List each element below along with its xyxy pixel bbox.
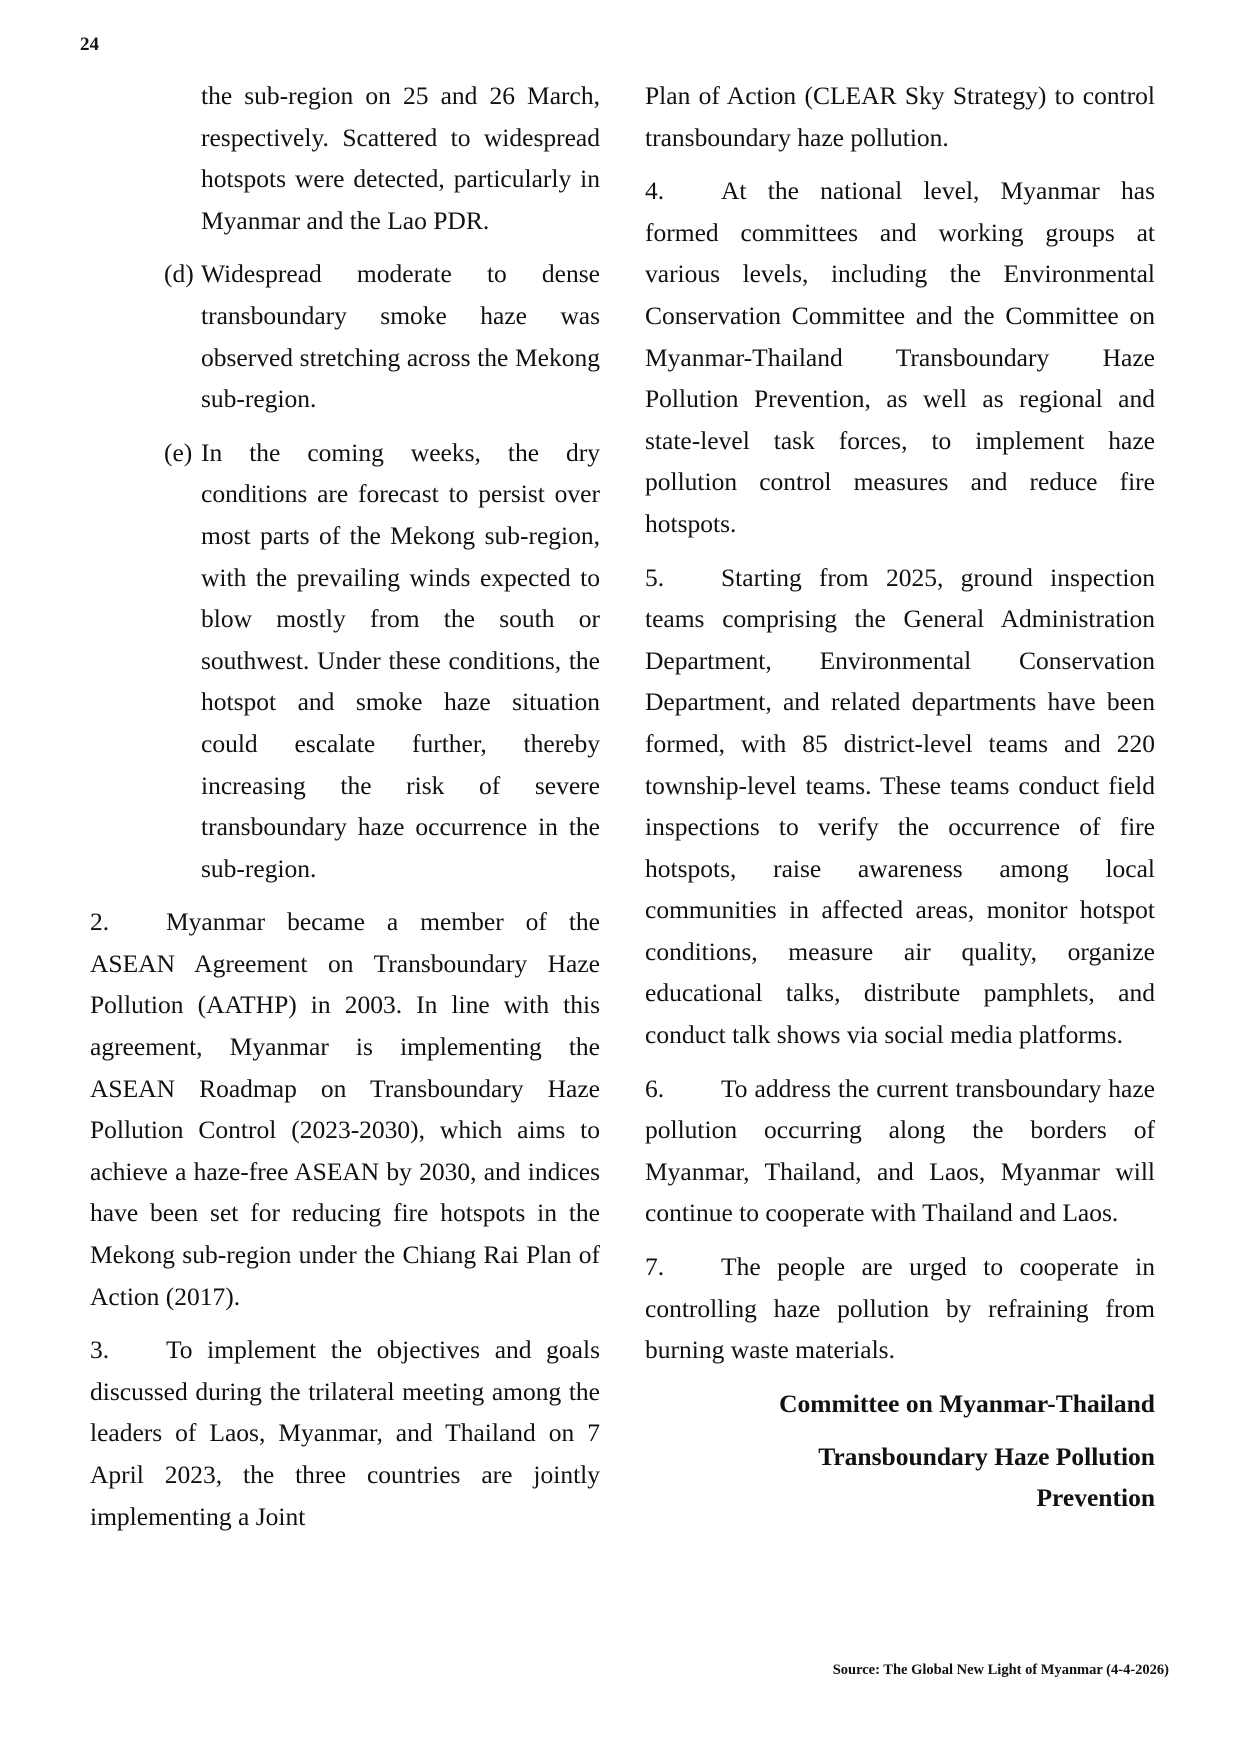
sub-item-e [164,432,600,890]
paragraph-number: 4. [645,176,665,206]
sub-item-label: (d) [164,259,194,289]
paragraph-text: Myanmar became a member of the ASEAN Agreement on Transboundary Haze Pollution (AATHP) in 2003. In line with this agreement, Myanmar is implementing the ASEAN Roadmap on Transboundary Haze Pollution Control (2023-2030), which aims to achieve a haze-free ASEAN by 2030, and indices have been set for reducing fire hotspots in the Mekong sub-region under the Chiang Rai Plan of Action (2017). [90,907,600,1311]
sub-item-d [164,253,600,419]
continued-text: Plan of Action (CLEAR Sky Strategy) to control transboundary haze pollution. [645,81,1155,152]
sub-item-label: (e) [164,437,193,467]
left-column [90,75,600,1549]
signature-block [645,1383,1155,1518]
continued-text: the sub-region on 25 and 26 March, respectively. Scattered to widespread hotspots were detected, particularly in Myanmar and the Lao PDR. [201,81,600,235]
right-column [645,75,1155,1530]
sub-item-text: In the coming weeks, the dry conditions are forecast to persist over most parts of the Mekong sub-region, with the prevailing winds expected to blow mostly from the south or southwest. Under these conditions, the hotspot and smoke haze situation could escalate further, thereby increasing the risk of severe transboundary haze occurrence in the sub-region. [201,437,600,883]
paragraph-text: To implement the objectives and goals discussed during the trilateral meeting among the leaders of Laos, Myanmar, and Thailand on 7 April 2023, the three countries are jointly implementing a Joint [90,1335,600,1531]
source-citation: Source: The Global New Light of Myanmar (4-4-2026) [832,1662,1169,1678]
sub-item-text: Widespread moderate to dense transboundary smoke haze was observed stretching across the Mekong sub-region. [201,259,600,414]
paragraph-4 [645,170,1155,544]
paragraph-text: The people are urged to cooperate in controlling haze pollution by refraining from burning waste materials. [645,1252,1155,1365]
signature-line-1: Committee on Myanmar-Thailand [779,1388,1155,1418]
paragraph-number: 6. [645,1073,665,1103]
paragraph-6 [645,1068,1155,1234]
paragraph-7 [645,1246,1155,1371]
paragraph-number: 2. [90,907,110,937]
page-number: 24 [80,34,99,55]
paragraph-text: Starting from 2025, ground inspection teams comprising the General Administration Department, Environmental Conservation Department, and related departments have been formed, with 85 district-level teams and 220 township-level teams. These teams conduct field inspections to verify the occurrence of fire hotspots, raise awareness among local communities in affected areas, monitor hotspot conditions, measure air quality, organize educational talks, distribute pamphlets, and conduct talk shows via social media platforms. [645,562,1155,1050]
paragraph-2 [90,901,600,1317]
signature-line-3: Prevention [1036,1482,1155,1512]
paragraph-number: 7. [645,1252,665,1282]
paragraph-number: 5. [645,562,665,592]
paragraph-number: 3. [90,1335,110,1365]
paragraph-text: To address the current transboundary haze pollution occurring along the borders of Myanmar, Thailand, and Laos, Myanmar will continue to cooperate with Thailand and Laos. [645,1073,1155,1228]
paragraph-text: At the national level, Myanmar has formed committees and working groups at various levels, including the Environmental Conservation Committee and the Committee on Myanmar-Thailand Transboundary Haze Pollution Prevention, as well as regional and state-level task forces, to implement haze pollution control measures and reduce fire hotspots. [645,176,1155,538]
paragraph-5 [645,557,1155,1056]
signature-line-2: Transboundary Haze Pollution [818,1441,1155,1471]
paragraph-3 [90,1329,600,1537]
